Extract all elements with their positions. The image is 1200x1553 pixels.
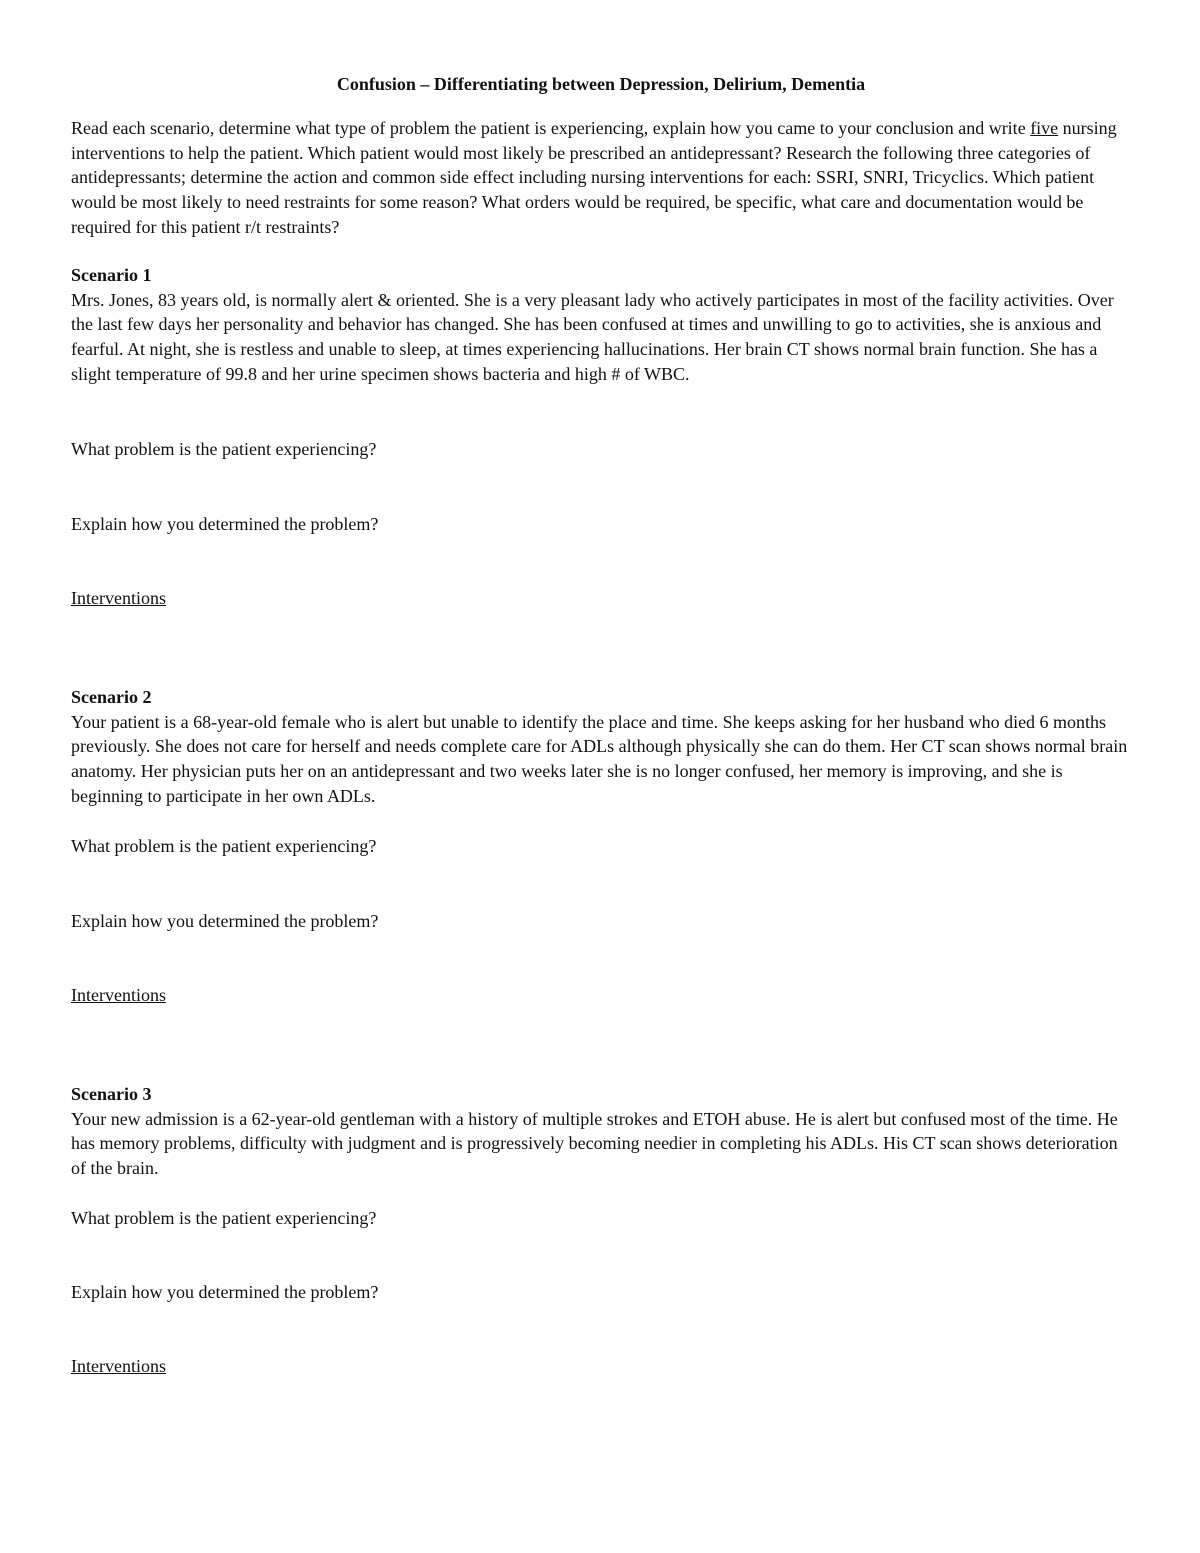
scenario-1-question-problem: What problem is the patient experiencing? [71,439,377,459]
scenario-2-interventions-label: Interventions [71,985,166,1005]
scenario-1-question-explain: Explain how you determined the problem? [71,514,379,534]
document-page [71,72,1131,240]
document-title: Confusion – Differentiating between Depression, Delirium, Dementia [336,74,866,94]
scenario-1 [71,263,1131,608]
scenario-3-text: Your new admission is a 62-year-old gentleman with a history of multiple strokes and ETOH abuse. He is alert but confused most of the time. He has memory problems, difficulty with judgment and is progressively becoming needier in completing his ADLs. His CT scan shows deterioration of the brain. [71,1108,1118,1179]
scenario-1-text: Mrs. Jones, 83 years old, is normally alert & oriented. She is a very pleasant lady who actively participates in most of the facility activities. Over the last few days her personality and behavior has changed. She has been confused at times and unwilling to go to activities, she is anxious and fearful. At night, she is restless and unable to sleep, at times experiencing hallucinations. Her brain CT shows normal brain function. She has a slight temperature of 99.8 and her urine specimen shows bacteria and high # of WBC. [71,289,1114,384]
scenario-3-title: Scenario 3 [71,1084,152,1104]
scenario-1-title: Scenario 1 [71,265,152,285]
scenario-3-interventions-label: Interventions [71,1356,166,1376]
scenario-3-question-problem: What problem is the patient experiencing? [71,1208,377,1228]
scenario-2-text: Your patient is a 68-year-old female who is alert but unable to identify the place and time. She keeps asking for her husband who died 6 months previously. She does not care for herself and needs complete care for ADLs although physically she can do them. Her CT scan shows normal brain anatomy. Her physician puts her on an antidepressant and two weeks later she is no longer confused, her memory is improving, and she is beginning to participate in her own ADLs. [71,711,1128,806]
instructions-paragraph [71,116,1131,240]
scenario-3-question-explain: Explain how you determined the problem? [71,1282,379,1302]
scenario-2 [71,685,1131,1005]
instructions-text-part2: nursing interventions to help the patient. Which patient would most likely be prescribed an antidepressant? Research the following three categories of antidepressants; determine the action and common side effect including nursing interventions for each: SSRI, SNRI, Tricyclics. Which patient would be most likely to need restraints for some reason? What orders would be required, be specific, what care and documentation would be required for this patient r/t restraints? [71,118,1117,237]
scenario-2-question-problem: What problem is the patient experiencing? [71,836,377,856]
scenario-2-title: Scenario 2 [71,687,152,707]
scenario-2-question-explain: Explain how you determined the problem? [71,911,379,931]
instructions-text-part1: Read each scenario, determine what type of problem the patient is experiencing, explain how you came to your conclusion and write [71,118,1031,138]
instructions-underlined-word: five [1030,118,1059,138]
scenario-1-interventions-label: Interventions [71,588,166,608]
scenario-3 [71,1082,1131,1376]
